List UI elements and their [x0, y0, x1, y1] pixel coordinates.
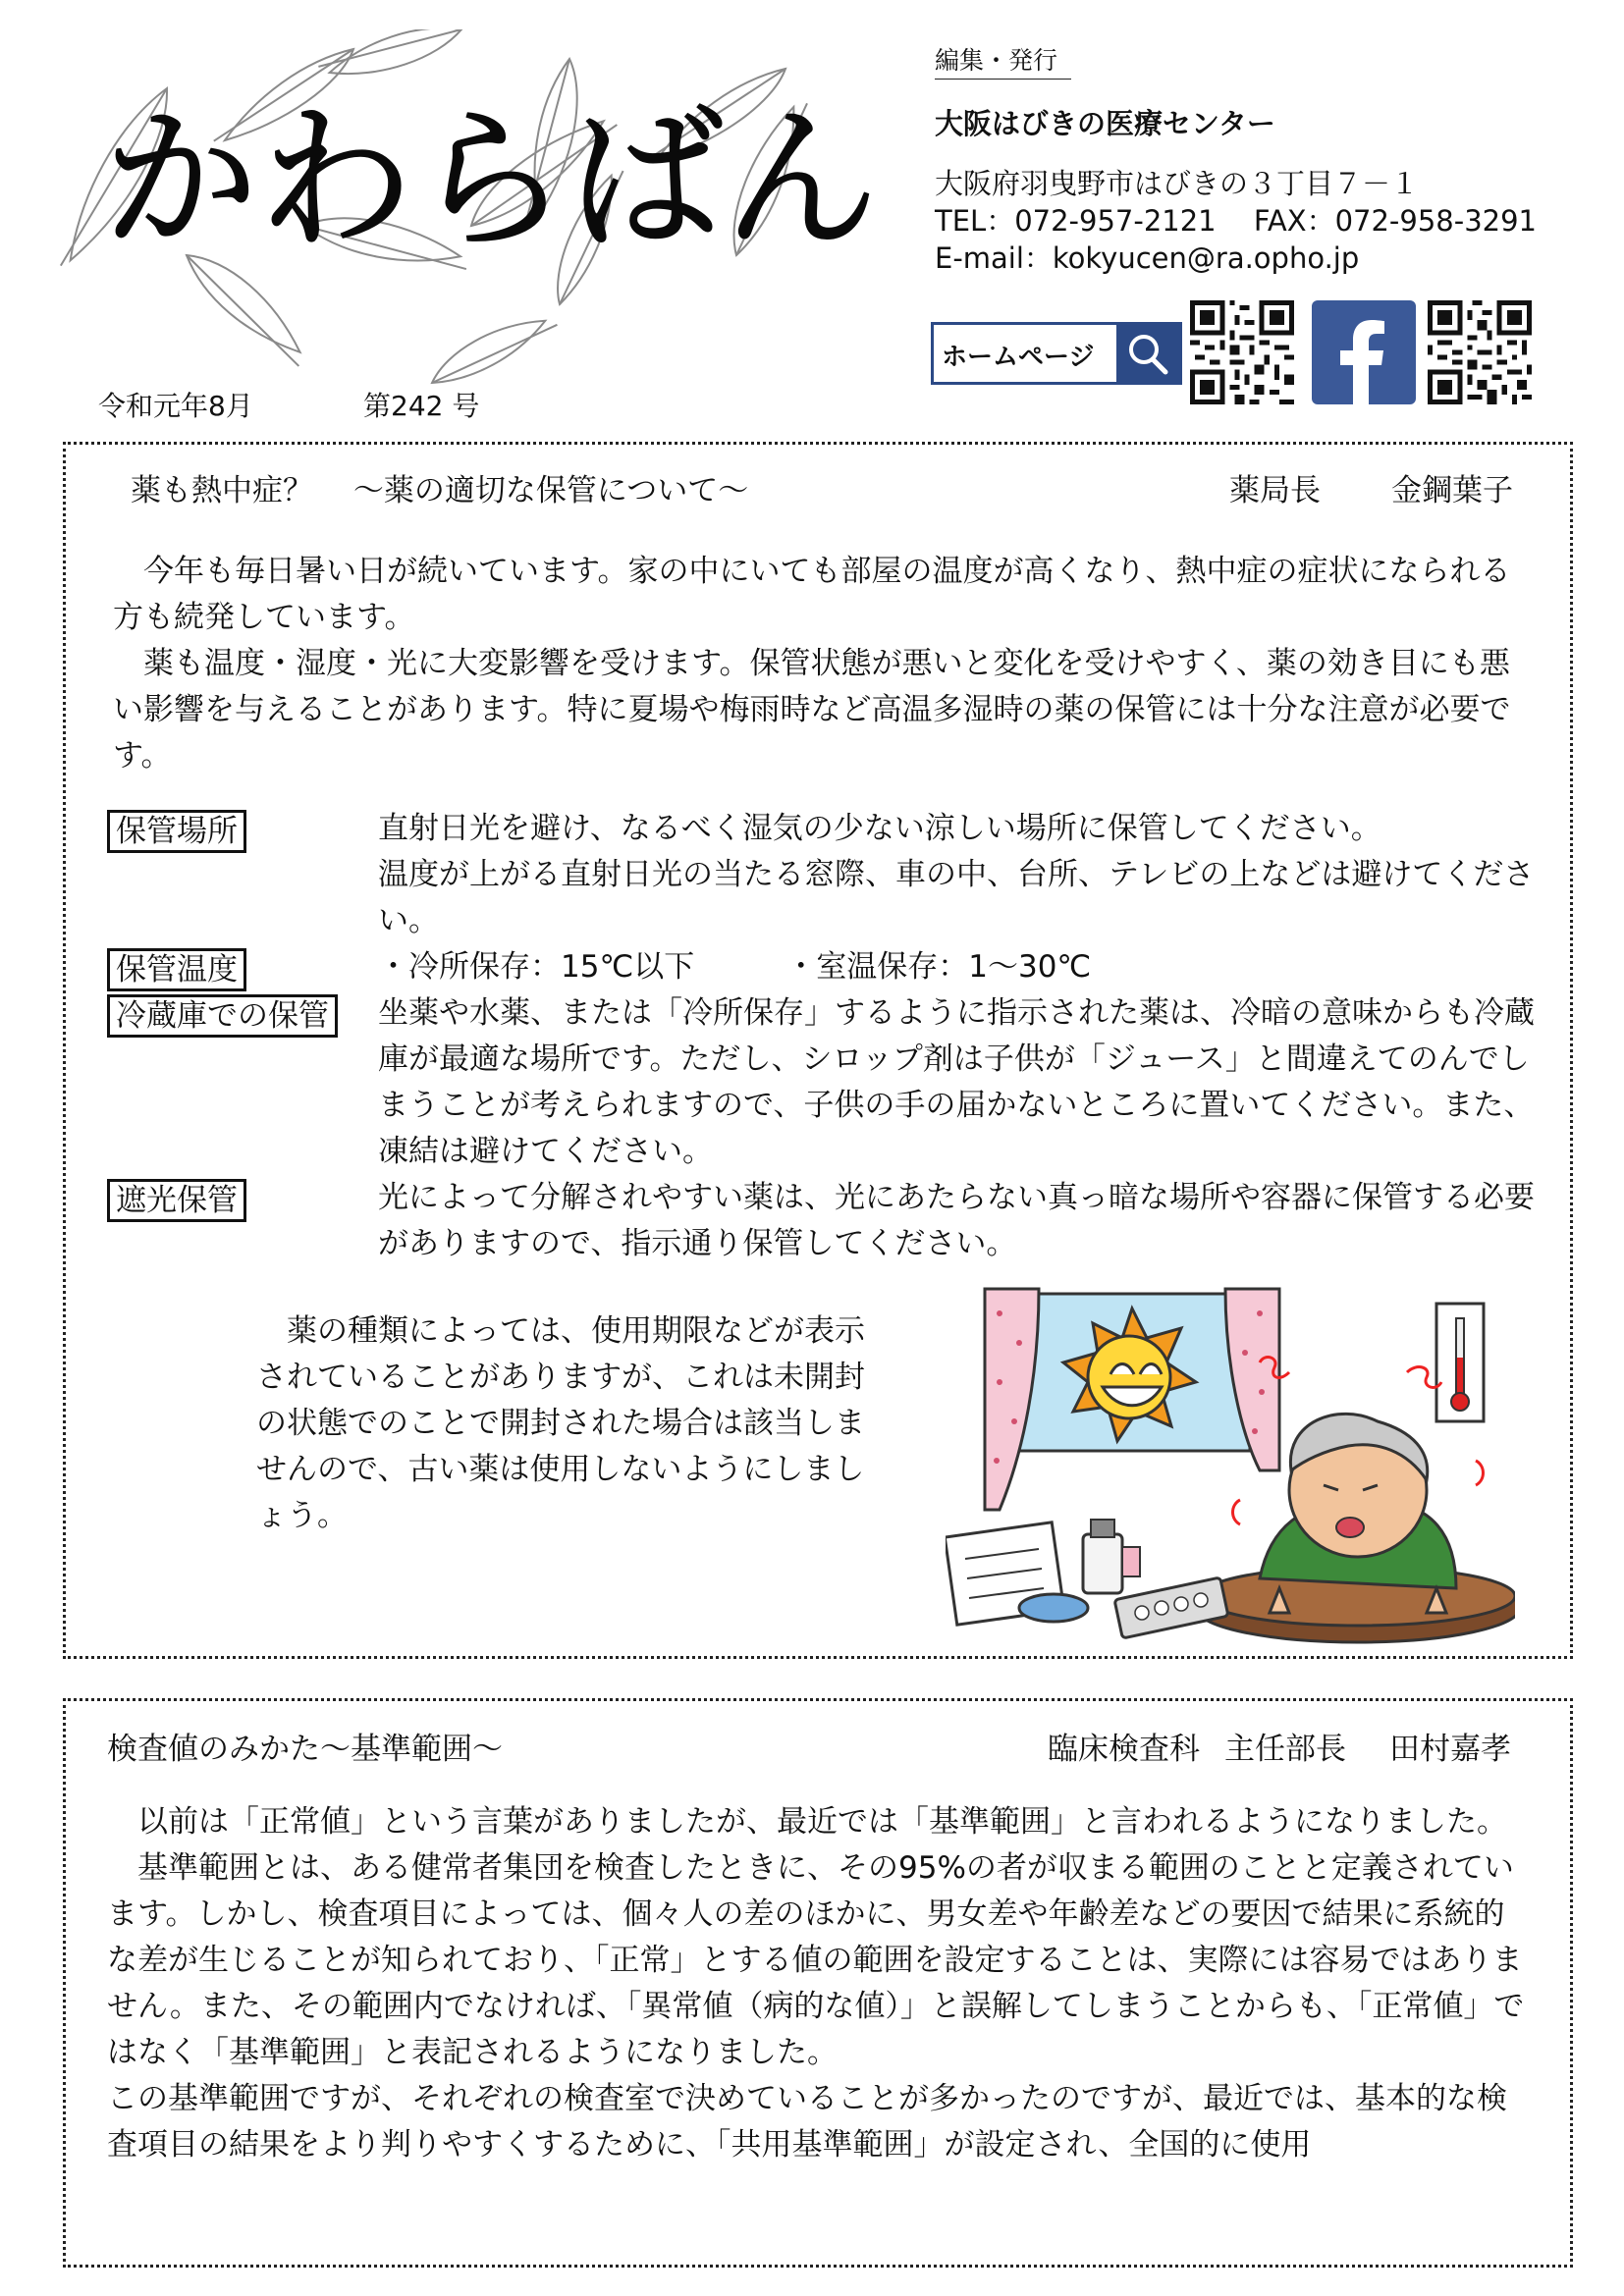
- article-body: [107, 1799, 1531, 2168]
- issue-number: 第242 号: [363, 390, 480, 422]
- paragraph: 薬も温度・湿度・光に大変影響を受けます。保管状態が悪いと変化を受けやすく、薬の効き目にも悪い影響を与えることがあります。特に夏場や梅雨時など高温多湿時の薬の保管には十分な注意が必要です。: [113, 646, 1511, 774]
- author-name: 田村嘉孝: [1389, 1732, 1511, 1767]
- section-text-refrigerator: 坐薬や水薬、または「冷所保存」するように指示された薬は、冷暗の意味からも冷蔵庫が最適な場所です。ただし、シロップ剤は子供が「ジュース」と間違えてのんでしまうことが考えられますので、子供の手の届かないところに置いてください。また、凍結は避けてください。: [378, 995, 1535, 1169]
- qr-code-icon[interactable]: [1428, 300, 1532, 404]
- section-label-refrigerator: 冷蔵庫での保管: [107, 994, 338, 1038]
- author-name: 金鋼葉子: [1391, 473, 1513, 508]
- section-label-location: 保管場所: [107, 810, 246, 853]
- section-text-location: 直射日光を避け、なるべく湿気の少ない涼しい場所に保管してください。 温度が上がる直射日光の当たる窓際、車の中、台所、テレビの上などは避けてください。: [378, 811, 1535, 938]
- author-dept: 臨床検査科: [1048, 1732, 1200, 1767]
- contact-block: [935, 165, 1537, 277]
- paragraph: 薬の種類によっては、使用期限などが表示されていることがありますが、これは未開封の状態でのことで開封された場合は該当しませんので、古い薬は使用しないようにしましょう。: [256, 1313, 865, 1533]
- facebook-icon[interactable]: [1312, 300, 1416, 404]
- issue-date: 令和元年8月: [98, 390, 253, 422]
- section-label-temperature: 保管温度: [107, 948, 246, 991]
- article-title: 薬も熱中症？ ～薬の適切な保管について～: [131, 473, 749, 508]
- homepage-label: ホームページ: [942, 343, 1095, 372]
- paragraph: 今年も毎日暑い日が続いています。家の中にいても部屋の温度が高くなり、熱中症の症状になられる方も続発しています。: [113, 554, 1511, 635]
- address: 大阪府羽曳野市はびきの３丁目７－１: [935, 167, 1420, 200]
- section-text-temperature: ・冷所保存：15℃以下 ・室温保存：1～30℃: [378, 949, 1092, 985]
- search-icon: [1116, 325, 1179, 382]
- article-intro: [113, 549, 1527, 779]
- article-medicine-storage: [63, 442, 1573, 1659]
- paragraph: 基準範囲とは、ある健常者集団を検査したときに、その95%の者が収まる範囲のことと定義されています。しかし、検査項目によっては、個々人の差のほかに、男女差や年齢差などの要因で結果に系統的な差が生じることが知られており、「正常」とする値の範囲を設定することは、実際には容易ではありません。また、その範囲内でなければ、「異常値（病的な値）」と誤解してしまうことからも、「正常値」ではなく「基準範囲」と表記されるようになりました。: [107, 1850, 1525, 2070]
- author-role: 主任部長: [1224, 1732, 1346, 1767]
- homepage-search-button[interactable]: [931, 322, 1182, 385]
- paragraph: この基準範囲ですが、それぞれの検査室で決めていることが多かったのですが、最近では、基本的な検査項目の結果をより判りやすくするために、「共用基準範囲」が設定され、全国的に使用: [107, 2081, 1507, 2163]
- section-label-light-shielding: 遮光保管: [107, 1179, 246, 1222]
- article-reference-range: [63, 1698, 1573, 2268]
- article-title: 検査値のみかた～基準範囲～: [107, 1732, 503, 1767]
- author-role: 薬局長: [1229, 473, 1321, 508]
- organization-name: 大阪はびきの医療センター: [935, 107, 1275, 140]
- paragraph: 以前は「正常値」という言葉がありましたが、最近では「基準範囲」と言われるようになりました。: [137, 1804, 1507, 1840]
- qr-code-icon[interactable]: [1190, 300, 1294, 404]
- phone-fax: TEL：072-957-2121 FAX：072-958-3291: [935, 204, 1538, 238]
- section-text-light-shielding: 光によって分解されやすい薬は、光にあたらない真っ暗な場所や容器に保管する必要がありますので、指示通り保管してください。: [378, 1180, 1535, 1261]
- editor-label: 編集・発行: [935, 41, 1071, 80]
- expiry-note: [256, 1308, 871, 1539]
- newsletter-title: かわらばん: [103, 90, 879, 271]
- email[interactable]: E-mail：kokyucen@ra.opho.jp: [935, 241, 1360, 275]
- heatstroke-illustration: [946, 1284, 1515, 1647]
